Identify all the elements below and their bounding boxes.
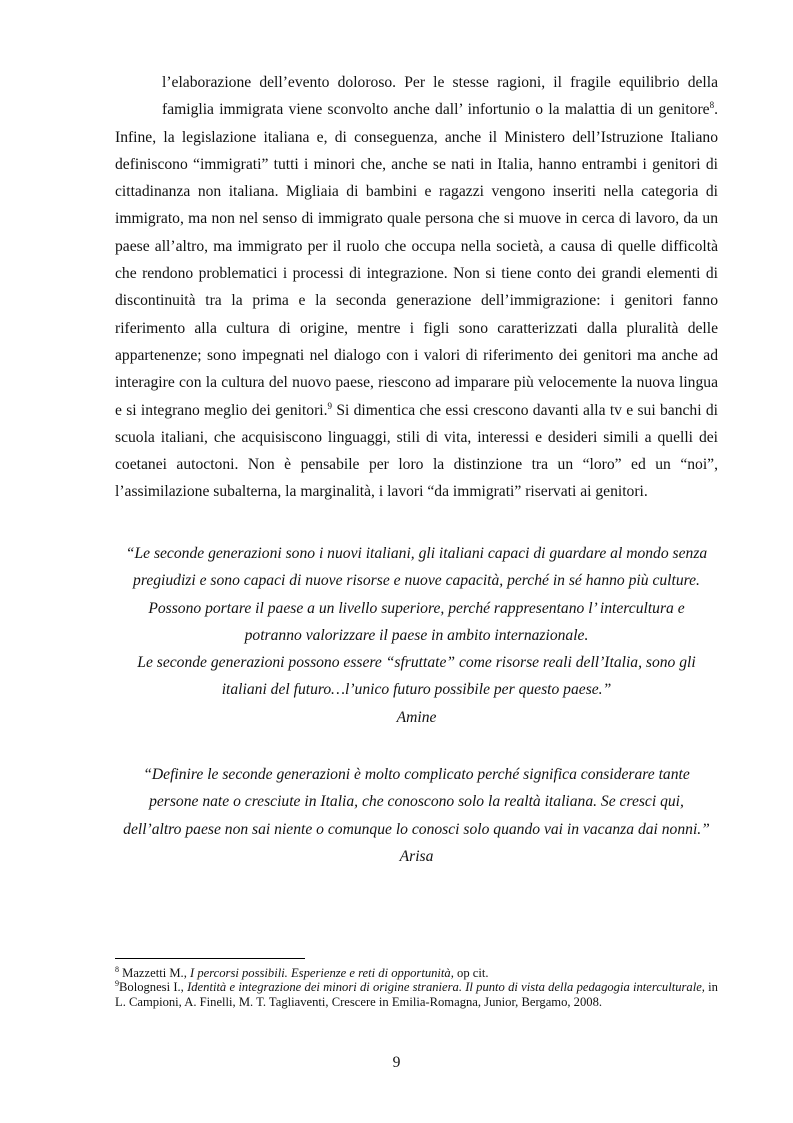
quote-line: italiani del futuro…l’unico futuro possibile per questo paese.”: [221, 681, 612, 699]
main-paragraph: [115, 124, 718, 506]
quote-amine: [115, 540, 718, 731]
footnote-9: [115, 980, 718, 1009]
footnotes: [115, 966, 718, 1009]
quote-author: Amine: [396, 708, 437, 726]
quote-line: Possono portare il paese a un livello superiore, perché rappresentano l’ intercultura e: [148, 599, 685, 617]
quote-line: dell’altro paese non sai niente o comunque lo conosci solo quando vai in vacanza dai nonni.”: [123, 820, 710, 838]
footnote-separator: [115, 958, 305, 959]
page-number: 9: [392, 1054, 401, 1071]
quote-line: Le seconde generazioni possono essere “sfruttate” come risorse reali dell’Italia, sono gli: [137, 654, 696, 672]
footnote-author: Mazzetti M.,: [119, 966, 190, 980]
quote-line: “Definire le seconde generazioni è molto complicato perché significa considerare tante: [143, 766, 690, 783]
footnote-ref-8[interactable]: 8: [709, 100, 715, 111]
footnote-author: Bolognesi I.,: [119, 980, 188, 995]
intro-line-1: l’elaborazione dell’evento doloroso. Per le stesse ragioni, il fragile equilibrio della: [162, 74, 718, 91]
footnote-title: I percorsi possibili. Esperienze e reti di opportunità,: [190, 966, 454, 980]
intro-line-2-text: famiglia immigrata viene sconvolto anche dall’ infortunio o la malattia di un genitore: [162, 101, 710, 119]
footnote-number: 9: [115, 979, 119, 989]
intro-line-2: famiglia immigrata viene sconvolto anche dall’ infortunio o la malattia di un genitore$^8$.: [162, 100, 718, 119]
footnote-rest: op cit.: [453, 966, 489, 980]
quote-author: Arisa: [399, 847, 434, 865]
quote-line: persone nate o cresciute in Italia, che conoscono solo la realtà italiana. Se cresci qui,: [149, 793, 684, 811]
main-paragraph-part-2: Si dimentica che essi crescono davanti alla tv e sui banchi di scuola italiani, che acquisiscono linguaggi, stili di vita, interessi e desideri simili a quelli dei coetanei autoctoni. Non è pensabile per loro la distinzione tra un “loro” ed un “noi”, l’assimilazione subalterna, la marginalità, i lavori “da immigrati” riservati ai genitori.: [115, 401, 718, 501]
footnote-rest: in L. Campioni, A. Finelli, M. T. Tagliaventi, Crescere in Emilia-Romagna, Junior, Bergamo, 2008.: [115, 980, 718, 1009]
quote-line: potranno valorizzare il paese in ambito internazionale.: [244, 626, 589, 644]
footnote-8: [115, 966, 718, 980]
quote-arisa: [115, 761, 718, 870]
footnote-title: Identità e integrazione dei minori di origine straniera. Il punto di vista della pedagogia interculturale,: [187, 980, 705, 995]
body-text: [115, 69, 718, 506]
main-paragraph-part-1: Infine, la legislazione italiana e, di conseguenza, anche il Ministero dell’Istruzione Italiano definiscono “immigrati” tutti i minori che, anche se nati in Italia, hanno entrambi i genitori di cittadinanza non italiana. Migliaia di bambini e ragazzi vengono inseriti nella categoria di immigrato, ma non nel senso di immigrato quale persona che si muove in cerca di lavoro, da un paese all’altro, ma immigrato per il ruolo che occupa nella società, a causa di quelle difficoltà che rendono problematici i processi di integrazione. Non si tiene conto dei grandi elementi di discontinuità tra la prima e la seconda generazione dell’immigrazione: i genitori fanno riferimento alla cultura di origine, mentre i figli sono caratterizzati dalla pluralità delle appartenenze; sono impegnati nel dialogo con i valori di riferimento dei genitori ma anche ad interagire con la cultura del nuovo paese, riescono ad imparare più velocemente la nuova lingua e si integrano meglio dei genitori.: [115, 128, 718, 419]
footnote-number: 8: [115, 964, 119, 974]
quote-line: “Le seconde generazioni sono i nuovi italiani, gli italiani capaci di guardare al mondo senza: [125, 545, 708, 562]
quote-line: pregiudizi e sono capaci di nuove risorse e nuove capacità, perché in sé hanno più culture.: [133, 572, 700, 590]
intro-paragraph: [115, 69, 718, 124]
footnote-ref-9[interactable]: 9: [327, 400, 333, 411]
